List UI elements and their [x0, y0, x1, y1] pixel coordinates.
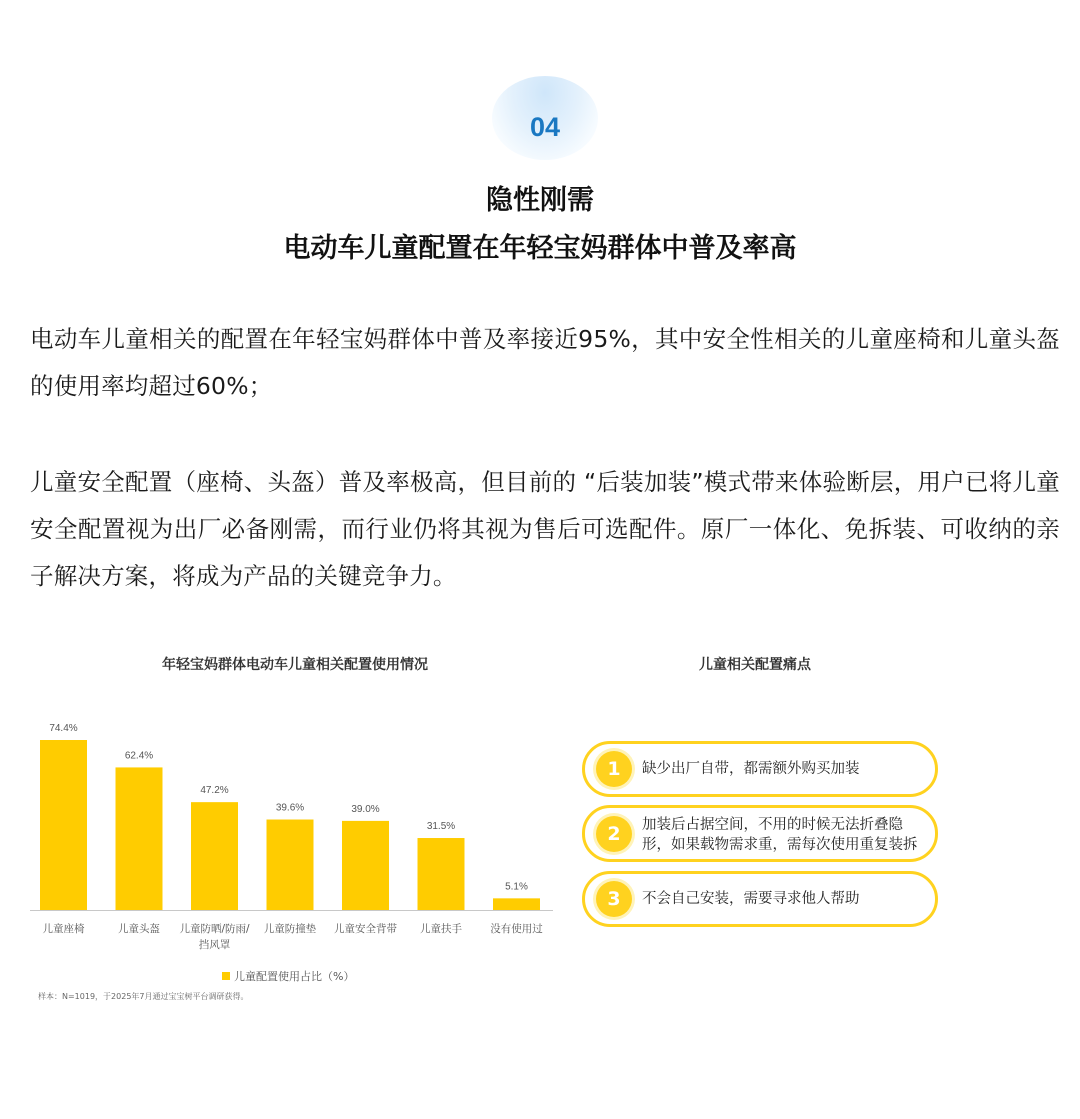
pain-point-text-3: 不会自己安装，需要寻求他人帮助 — [642, 891, 860, 907]
pain-point-number-3: 3 — [596, 881, 632, 917]
section-title: 隐性刚需 — [486, 185, 594, 216]
bar-1 — [40, 740, 87, 910]
pain-point-2 — [582, 805, 938, 862]
pain-point-number-2: 2 — [596, 816, 632, 852]
pain-points-title: 儿童相关配置痛点 — [699, 657, 811, 673]
category-label-2: 儿童头盔 — [118, 923, 160, 935]
category-label-6: 儿童扶手 — [420, 923, 462, 935]
chart-legend — [222, 968, 354, 984]
pain-point-text-1: 缺少出厂自带，都需额外购买加装 — [642, 761, 860, 777]
bar-value-label-3: 47.2% — [200, 785, 229, 797]
legend-label: 儿童配置使用占比（%） — [234, 970, 355, 983]
bar-value-label-4: 39.6% — [275, 802, 305, 814]
sample-note: 样本：N=1019，于2025年7月通过宝宝树平台调研获得。 — [38, 992, 249, 1001]
pain-point-1 — [582, 741, 938, 797]
category-label-7: 没有使用过 — [490, 923, 543, 935]
section-subtitle: 电动车儿童配置在年轻宝妈群体中普及率高 — [283, 233, 797, 264]
legend-swatch — [222, 972, 230, 980]
category-label-3-line2: 挡风罩 — [198, 939, 231, 951]
bar-6 — [418, 838, 465, 910]
pain-point-number-1: 1 — [596, 751, 632, 787]
section-number: 04 — [529, 112, 561, 142]
pain-point-3 — [582, 871, 938, 927]
bar-value-label-7: 5.1% — [505, 881, 528, 893]
bar-value-label-6: 31.5% — [426, 821, 456, 833]
category-label-1: 儿童座椅 — [42, 923, 85, 935]
bar-2 — [116, 767, 163, 910]
bar-value-label-1: 74.4% — [49, 723, 78, 734]
bar-chart — [0, 700, 560, 962]
paragraph-2: 儿童安全配置（座椅、头盔）普及率极高，但目前的 “后装加装”模式带来体验断层，用户已将儿童安全配置视为出厂必备刚需，而行业仍将其视为售后可选配件。原厂一体化、免拆装、可收纳的亲子解决方案，将成为产品的关键竞争力。 — [30, 468, 1060, 590]
pain-point-text-2: 加装后占据空间，不用的时候无法折叠隐形，如果载物需求重，需每次使用重复装拆 — [642, 817, 918, 853]
bar-7 — [493, 898, 540, 910]
bar-5 — [342, 821, 389, 910]
bar-4 — [267, 820, 314, 910]
chart-title: 年轻宝妈群体电动车儿童相关配置使用情况 — [162, 657, 428, 673]
category-label-3: 儿童防晒/防雨/ — [179, 923, 250, 935]
category-label-4: 儿童防撞垫 — [263, 923, 317, 935]
paragraph-1: 电动车儿童相关的配置在年轻宝妈群体中普及率接近95%，其中安全性相关的儿童座椅和儿童头盔的使用率均超过60%； — [30, 325, 1060, 400]
bar-value-label-2: 62.4% — [124, 750, 154, 762]
bar-3 — [191, 802, 238, 910]
bar-value-label-5: 39.0% — [351, 803, 380, 815]
category-label-5: 儿童安全背带 — [334, 923, 397, 935]
